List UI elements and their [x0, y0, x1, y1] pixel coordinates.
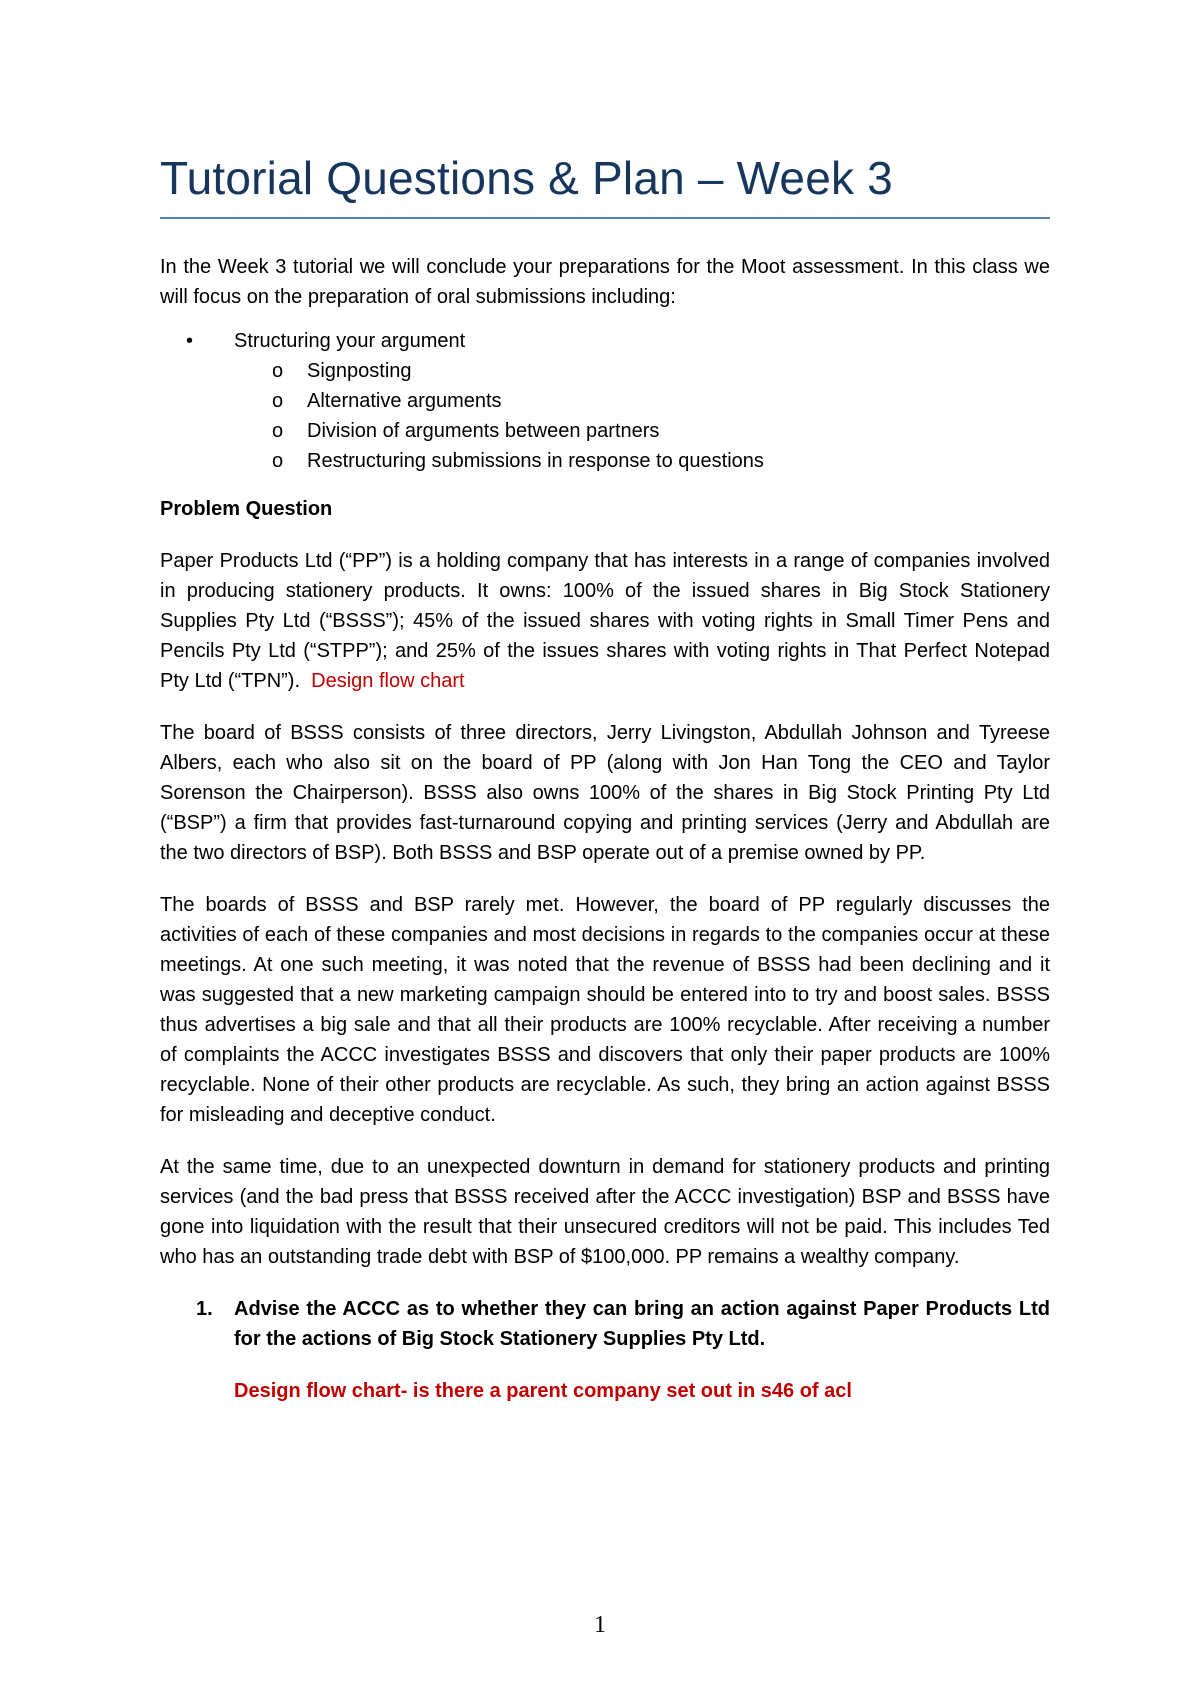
paragraph-text: Paper Products Ltd (“PP”) is a holding company that has interests in a range of companies involved in producing stationery products. It owns: 100% of the issued shares in Big Stock Stationery Supplies Pty Ltd (“BSSS”); 45% of the issued shares with voting rights in Small Timer Pens and Pencils Pty Ltd (“STPP”); and 25% of the issues shares with voting rights in That Perfect Notepad Pty Ltd (“TPN”). [160, 550, 1050, 692]
title-underline [160, 217, 1050, 219]
sub-bullet-icon: o [272, 450, 284, 472]
problem-question-heading: Problem Question [160, 498, 333, 520]
page-number: 1 [594, 1612, 606, 1638]
sub-list-item-label: Alternative arguments [307, 390, 502, 412]
sub-bullet-icon: o [272, 390, 284, 412]
flow-chart-note: Design flow chart [311, 670, 465, 692]
topic-list [160, 326, 1050, 476]
list-item [160, 326, 1050, 356]
sub-list-item [160, 446, 1050, 476]
sub-list-item-label: Restructuring submissions in response to questions [307, 450, 764, 472]
sub-bullet-icon: o [272, 420, 284, 442]
sub-list-item [160, 416, 1050, 446]
page-title: Tutorial Questions & Plan – Week 3 [160, 152, 893, 204]
question-item [160, 1294, 1050, 1354]
paragraph-board: The board of BSSS consists of three directors, Jerry Livingston, Abdullah Johnson and Tyreese Albers, each who also sit on the board of PP (along with Jon Han Tong the CEO and Taylor Sorenson the Chairperson). BSSS also owns 100% of the shares in Big Stock Printing Pty Ltd (“BSP”) a firm that provides fast-turnaround copying and printing services (Jerry and Abdullah are the two directors of BSP). Both BSSS and BSP operate out of a premise owned by PP. [160, 722, 1050, 864]
sub-list-item-label: Division of arguments between partners [307, 420, 660, 442]
question-number: 1. [196, 1298, 213, 1320]
list-item-label: Structuring your argument [234, 330, 466, 352]
question-text: Advise the ACCC as to whether they can bring an action against Paper Products Ltd for the actions of Big Stock Stationery Supplies Pty Ltd. [234, 1298, 1050, 1350]
sub-list-item [160, 356, 1050, 386]
bullet-icon: • [186, 330, 194, 352]
sub-list-item-label: Signposting [307, 360, 412, 382]
question-note: Design flow chart- is there a parent company set out in s46 of acl [234, 1380, 852, 1402]
paragraph-meetings: The boards of BSSS and BSP rarely met. However, the board of PP regularly discusses the activities of each of these companies and most decisions in regards to the companies occur at these meetings. At one such meeting, it was noted that the revenue of BSSS had been declining and it was suggested that a new marketing campaign should be entered into to try and boost sales. BSSS thus advertises a big sale and that all their products are 100% recyclable. After receiving a number of complaints the ACCC investigates BSSS and discovers that only their paper products are 100% recyclable. None of their other products are recyclable. As such, they bring an action against BSSS for misleading and deceptive conduct. [160, 894, 1050, 1126]
paragraph-holding-company [160, 546, 1050, 696]
document-body [160, 252, 1050, 1406]
paragraph-liquidation: At the same time, due to an unexpected downturn in demand for stationery products and printing services (and the bad press that BSSS received after the ACCC investigation) BSP and BSSS have gone into liquidation with the result that their unsecured creditors will not be paid. This includes Ted who has an outstanding trade debt with BSP of $100,000. PP remains a wealthy company. [160, 1156, 1050, 1268]
sub-list-item [160, 386, 1050, 416]
intro-paragraph: In the Week 3 tutorial we will conclude your preparations for the Moot assessment. In this class we will focus on the preparation of oral submissions including: [160, 256, 1050, 308]
sub-bullet-icon: o [272, 360, 284, 382]
